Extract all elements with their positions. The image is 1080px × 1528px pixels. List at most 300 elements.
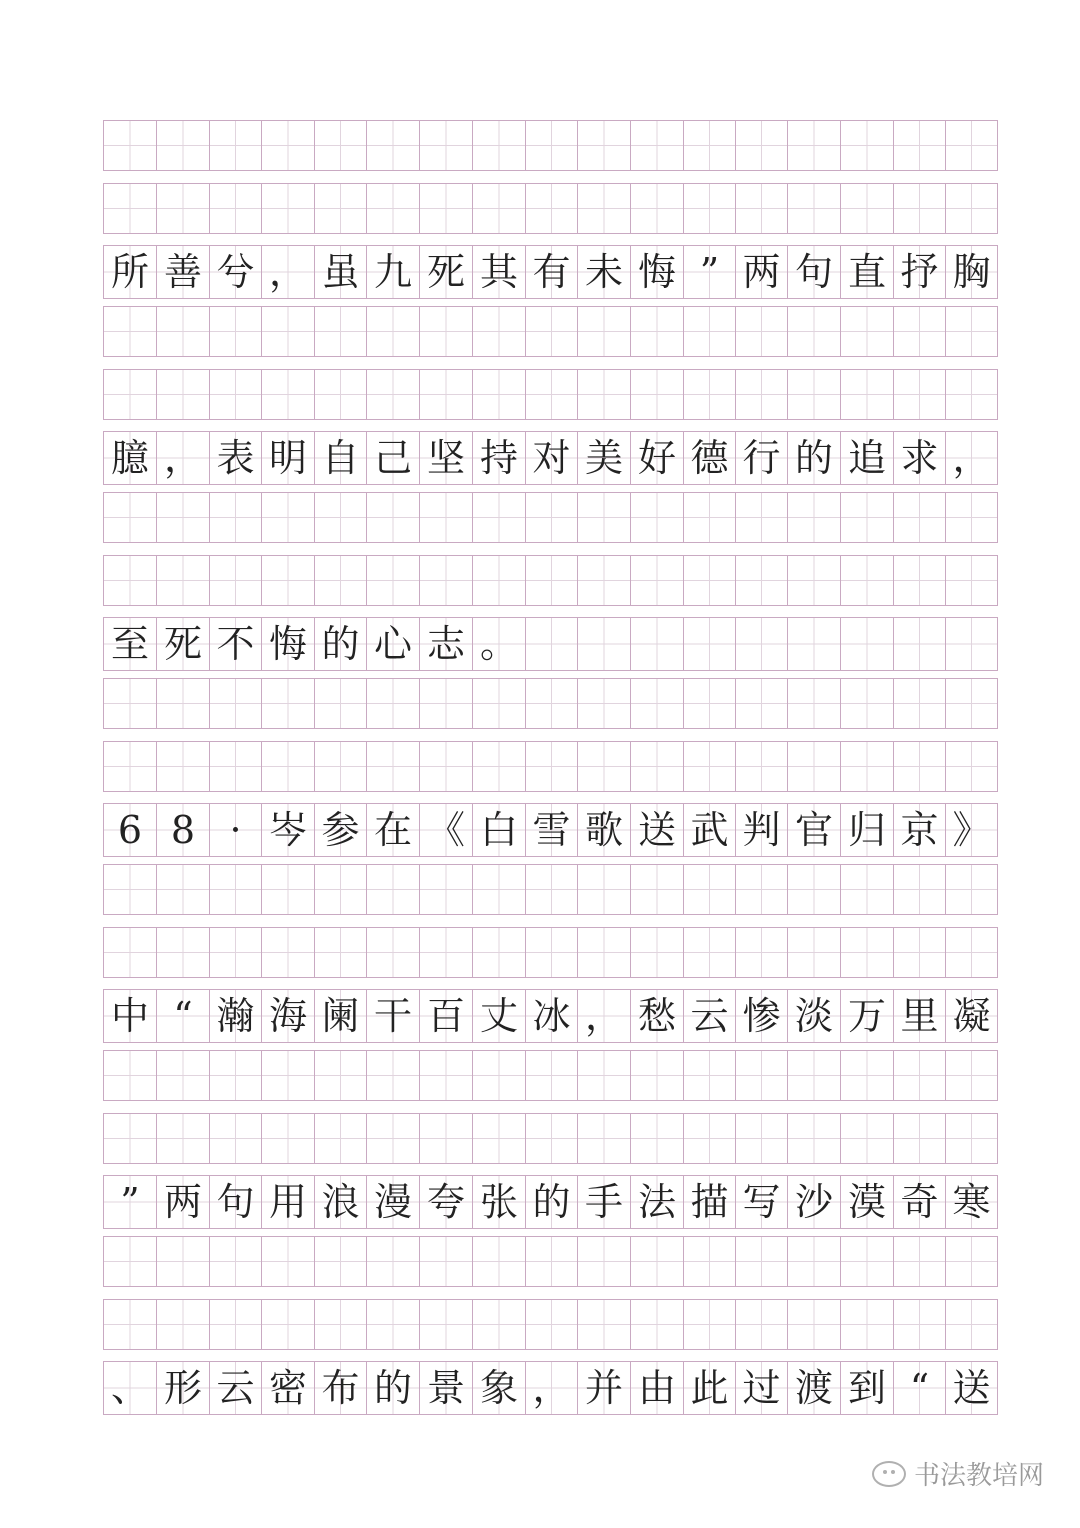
grid-cell: 句: [787, 245, 841, 299]
grid-cell: 其: [472, 245, 526, 299]
grid-cell: 寒: [945, 1175, 998, 1229]
grid-cell: 送: [945, 1361, 998, 1415]
grid-cell: 里: [893, 989, 946, 1043]
grid-cell: [366, 492, 420, 543]
grid-cell: [630, 120, 684, 171]
grid-cell: [683, 555, 736, 606]
grid-cell: [472, 678, 526, 729]
grid-cell: 好: [630, 431, 684, 485]
grid-cell: 凝: [945, 989, 998, 1043]
grid-cell: [577, 741, 631, 792]
grid-cell: [945, 864, 998, 915]
grid-cell: [366, 1113, 420, 1164]
text-row: [103, 617, 978, 671]
grid-cell: [209, 1236, 262, 1287]
grid-cell: [156, 1299, 210, 1350]
grid-cell: [945, 927, 998, 978]
grid-cell: [472, 1050, 526, 1101]
grid-cell: ·: [209, 803, 262, 857]
grid-cell: [735, 864, 788, 915]
grid-cell: [103, 678, 157, 729]
grid-cell: 云: [209, 1361, 262, 1415]
blank-row: [103, 927, 978, 978]
grid-cell: 万: [840, 989, 894, 1043]
grid-cell: 有: [525, 245, 578, 299]
grid-cell: [945, 183, 998, 234]
text-row: [103, 1361, 991, 1415]
grid-cell: 自: [314, 431, 367, 485]
grid-cell: [103, 183, 157, 234]
grid-cell: [577, 492, 631, 543]
grid-cell: [787, 864, 841, 915]
grid-cell: [787, 1299, 841, 1350]
grid-cell: [840, 1113, 894, 1164]
grid-cell: [840, 1299, 894, 1350]
grid-cell: 云: [683, 989, 736, 1043]
grid-cell: [419, 864, 473, 915]
grid-cell: 至: [103, 617, 157, 671]
grid-cell: [577, 369, 631, 420]
grid-cell: [787, 1113, 841, 1164]
grid-cell: 密: [261, 1361, 315, 1415]
grid-cell: 阑: [314, 989, 367, 1043]
grid-cell: [893, 1299, 946, 1350]
text-row: [103, 245, 991, 299]
grid-cell: [787, 369, 841, 420]
grid-cell: [577, 617, 631, 671]
grid-cell: [735, 183, 788, 234]
grid-cell: [525, 1050, 578, 1101]
grid-cell: [577, 1113, 631, 1164]
grid-cell: [683, 492, 736, 543]
grid-cell: [156, 1113, 210, 1164]
grid-cell: [683, 741, 736, 792]
text-row: [103, 989, 991, 1043]
grid-cell: 的: [366, 1361, 420, 1415]
grid-cell: [735, 120, 788, 171]
grid-cell: “: [156, 989, 210, 1043]
grid-cell: [893, 864, 946, 915]
grid-cell: [840, 927, 894, 978]
grid-cell: [525, 927, 578, 978]
grid-cell: [735, 1299, 788, 1350]
grid-cell: [630, 864, 684, 915]
grid-cell: [945, 492, 998, 543]
grid-cell: [840, 492, 894, 543]
grid-cell: [419, 1299, 473, 1350]
grid-cell: [156, 864, 210, 915]
grid-cell: 虽: [314, 245, 367, 299]
grid-cell: [893, 617, 946, 671]
grid-cell: [419, 1236, 473, 1287]
grid-cell: 6: [103, 803, 157, 857]
blank-row: [103, 1050, 978, 1101]
grid-cell: 持: [472, 431, 526, 485]
grid-cell: ”: [103, 1175, 157, 1229]
grid-cell: [893, 555, 946, 606]
grid-cell: [472, 369, 526, 420]
grid-cell: 追: [840, 431, 894, 485]
grid-cell: [261, 864, 315, 915]
grid-cell: [103, 369, 157, 420]
grid-cell: [945, 306, 998, 357]
grid-cell: 法: [630, 1175, 684, 1229]
grid-cell: 心: [366, 617, 420, 671]
grid-cell: 的: [525, 1175, 578, 1229]
grid-cell: [735, 306, 788, 357]
grid-cell: [419, 555, 473, 606]
grid-cell: ，: [156, 431, 210, 485]
grid-cell: [472, 183, 526, 234]
blank-row: [103, 120, 978, 171]
blank-row: [103, 864, 978, 915]
grid-cell: [366, 927, 420, 978]
grid-cell: 百: [419, 989, 473, 1043]
grid-cell: [945, 1299, 998, 1350]
grid-cell: [630, 369, 684, 420]
grid-cell: [261, 678, 315, 729]
grid-cell: [840, 555, 894, 606]
grid-cell: 美: [577, 431, 631, 485]
grid-cell: [156, 306, 210, 357]
wechat-icon: [872, 1461, 906, 1487]
grid-cell: 不: [209, 617, 262, 671]
grid-cell: [314, 741, 367, 792]
grid-cell: 到: [840, 1361, 894, 1415]
grid-cell: 丈: [472, 989, 526, 1043]
grid-cell: [735, 741, 788, 792]
grid-cell: 瀚: [209, 989, 262, 1043]
blank-row: [103, 1236, 978, 1287]
grid-cell: [630, 741, 684, 792]
grid-cell: [787, 306, 841, 357]
grid-cell: [366, 369, 420, 420]
grid-cell: 判: [735, 803, 788, 857]
grid-cell: 张: [472, 1175, 526, 1229]
grid-cell: [787, 678, 841, 729]
grid-cell: [156, 927, 210, 978]
grid-cell: 形: [156, 1361, 210, 1415]
grid-cell: [261, 1236, 315, 1287]
watermark-label: 书法教培网: [913, 1461, 1044, 1491]
grid-cell: 悔: [630, 245, 684, 299]
grid-cell: [945, 1050, 998, 1101]
grid-cell: 的: [314, 617, 367, 671]
grid-cell: [840, 369, 894, 420]
grid-cell: [893, 741, 946, 792]
grid-cell: 直: [840, 245, 894, 299]
grid-cell: [683, 1236, 736, 1287]
grid-cell: [209, 927, 262, 978]
grid-cell: [945, 1236, 998, 1287]
grid-cell: 漫: [366, 1175, 420, 1229]
grid-cell: [314, 678, 367, 729]
grid-cell: [945, 1113, 998, 1164]
grid-cell: [630, 1113, 684, 1164]
grid-cell: [735, 492, 788, 543]
grid-cell: [419, 1050, 473, 1101]
grid-cell: [893, 369, 946, 420]
grid-cell: 送: [630, 803, 684, 857]
grid-cell: [366, 183, 420, 234]
grid-cell: [840, 306, 894, 357]
blank-row: [103, 492, 978, 543]
grid-cell: [209, 555, 262, 606]
grid-cell: [472, 927, 526, 978]
grid-cell: [787, 492, 841, 543]
grid-cell: [840, 120, 894, 171]
grid-cell: [630, 1236, 684, 1287]
grid-cell: [419, 678, 473, 729]
grid-cell: 夸: [419, 1175, 473, 1229]
grid-cell: [156, 369, 210, 420]
grid-cell: [630, 555, 684, 606]
grid-cell: 由: [630, 1361, 684, 1415]
grid-cell: [472, 1236, 526, 1287]
grid-cell: [735, 927, 788, 978]
grid-cell: [472, 306, 526, 357]
grid-cell: [787, 927, 841, 978]
grid-cell: [314, 1299, 367, 1350]
grid-cell: 过: [735, 1361, 788, 1415]
grid-cell: [787, 617, 841, 671]
grid-cell: [577, 1299, 631, 1350]
grid-cell: [630, 306, 684, 357]
grid-cell: [683, 120, 736, 171]
grid-cell: [893, 1236, 946, 1287]
grid-cell: [683, 369, 736, 420]
grid-cell: 归: [840, 803, 894, 857]
grid-cell: [472, 1299, 526, 1350]
blank-row: [103, 306, 978, 357]
grid-cell: [683, 864, 736, 915]
grid-cell: 坚: [419, 431, 473, 485]
grid-cell: [366, 678, 420, 729]
grid-cell: [787, 120, 841, 171]
grid-cell: 用: [261, 1175, 315, 1229]
grid-cell: [314, 927, 367, 978]
grid-cell: [103, 1236, 157, 1287]
grid-cell: [840, 617, 894, 671]
grid-cell: [261, 183, 315, 234]
grid-cell: 臆: [103, 431, 157, 485]
grid-cell: [366, 555, 420, 606]
grid-cell: [261, 120, 315, 171]
grid-cell: [209, 120, 262, 171]
grid-cell: [261, 555, 315, 606]
grid-cell: [840, 1050, 894, 1101]
blank-row: [103, 678, 978, 729]
grid-cell: [314, 183, 367, 234]
grid-cell: 8: [156, 803, 210, 857]
grid-cell: [525, 864, 578, 915]
grid-cell: [683, 678, 736, 729]
grid-cell: [209, 306, 262, 357]
grid-cell: [472, 555, 526, 606]
grid-cell: 写: [735, 1175, 788, 1229]
grid-cell: [630, 1050, 684, 1101]
grid-cell: [209, 492, 262, 543]
grid-cell: [840, 1236, 894, 1287]
grid-cell: 愁: [630, 989, 684, 1043]
grid-cell: 、: [103, 1361, 157, 1415]
grid-cell: [945, 555, 998, 606]
grid-cell: 并: [577, 1361, 631, 1415]
grid-cell: 沙: [787, 1175, 841, 1229]
grid-cell: 善: [156, 245, 210, 299]
grid-cell: [209, 1299, 262, 1350]
grid-cell: 岑: [261, 803, 315, 857]
grid-cell: [735, 1113, 788, 1164]
grid-cell: 歌: [577, 803, 631, 857]
grid-cell: [630, 678, 684, 729]
grid-cell: [577, 927, 631, 978]
grid-cell: 行: [735, 431, 788, 485]
grid-cell: 惨: [735, 989, 788, 1043]
text-row: [103, 1175, 991, 1229]
grid-cell: [156, 1050, 210, 1101]
grid-cell: 表: [209, 431, 262, 485]
grid-cell: [314, 369, 367, 420]
grid-cell: 描: [683, 1175, 736, 1229]
grid-cell: [156, 1236, 210, 1287]
grid-cell: 《: [419, 803, 473, 857]
blank-row: [103, 1113, 978, 1164]
grid-cell: [840, 678, 894, 729]
grid-cell: 象: [472, 1361, 526, 1415]
grid-cell: [366, 306, 420, 357]
grid-cell: [893, 120, 946, 171]
grid-cell: 》: [945, 803, 998, 857]
grid-cell: ，: [577, 989, 631, 1043]
grid-cell: [472, 492, 526, 543]
grid-cell: [577, 555, 631, 606]
grid-cell: [787, 741, 841, 792]
grid-cell: [156, 183, 210, 234]
grid-cell: [261, 1299, 315, 1350]
grid-cell: 在: [366, 803, 420, 857]
blank-row: [103, 1299, 978, 1350]
grid-cell: [630, 617, 684, 671]
grid-cell: [525, 678, 578, 729]
grid-cell: [893, 927, 946, 978]
grid-cell: 德: [683, 431, 736, 485]
grid-cell: 白: [472, 803, 526, 857]
grid-cell: [787, 183, 841, 234]
grid-cell: [893, 183, 946, 234]
grid-cell: [630, 927, 684, 978]
grid-cell: [683, 183, 736, 234]
grid-cell: [630, 1299, 684, 1350]
grid-cell: [261, 741, 315, 792]
grid-cell: [103, 1113, 157, 1164]
grid-cell: [419, 492, 473, 543]
grid-cell: [472, 120, 526, 171]
grid-cell: [261, 1113, 315, 1164]
grid-cell: [525, 617, 578, 671]
grid-cell: [419, 120, 473, 171]
grid-cell: 胸: [945, 245, 998, 299]
grid-cell: [103, 120, 157, 171]
grid-cell: [209, 369, 262, 420]
grid-cell: 海: [261, 989, 315, 1043]
grid-cell: ，: [261, 245, 315, 299]
grid-cell: [209, 741, 262, 792]
grid-cell: [419, 741, 473, 792]
grid-cell: [314, 1113, 367, 1164]
grid-cell: [366, 1236, 420, 1287]
grid-cell: [525, 1236, 578, 1287]
grid-cell: [209, 678, 262, 729]
grid-cell: [261, 306, 315, 357]
grid-cell: [893, 1050, 946, 1101]
grid-cell: [209, 1050, 262, 1101]
grid-cell: 死: [419, 245, 473, 299]
grid-cell: 浪: [314, 1175, 367, 1229]
grid-cell: [261, 369, 315, 420]
grid-cell: [366, 120, 420, 171]
grid-cell: [209, 1113, 262, 1164]
grid-cell: [525, 183, 578, 234]
grid-cell: [314, 120, 367, 171]
grid-cell: [419, 927, 473, 978]
grid-cell: [472, 741, 526, 792]
blank-row: [103, 369, 978, 420]
grid-cell: 武: [683, 803, 736, 857]
blank-row: [103, 183, 978, 234]
grid-cell: 雪: [525, 803, 578, 857]
grid-cell: [735, 1050, 788, 1101]
grid-cell: [683, 1050, 736, 1101]
grid-cell: [577, 1050, 631, 1101]
grid-cell: [156, 120, 210, 171]
grid-cell: [525, 492, 578, 543]
blank-row: [103, 741, 978, 792]
grid-cell: [103, 927, 157, 978]
grid-cell: [945, 120, 998, 171]
grid-cell: [525, 741, 578, 792]
grid-cell: [735, 369, 788, 420]
grid-cell: [209, 864, 262, 915]
grid-cell: [419, 1113, 473, 1164]
grid-cell: [525, 1113, 578, 1164]
grid-cell: [787, 1050, 841, 1101]
grid-cell: [577, 1236, 631, 1287]
grid-cell: 此: [683, 1361, 736, 1415]
grid-cell: [103, 741, 157, 792]
grid-cell: [787, 1236, 841, 1287]
grid-cell: [525, 1299, 578, 1350]
grid-cell: [156, 741, 210, 792]
grid-cell: 未: [577, 245, 631, 299]
grid-cell: [683, 1113, 736, 1164]
grid-cell: 两: [735, 245, 788, 299]
grid-cell: [103, 1299, 157, 1350]
grid-cell: [525, 120, 578, 171]
grid-cell: [472, 864, 526, 915]
grid-cell: 中: [103, 989, 157, 1043]
grid-cell: 的: [787, 431, 841, 485]
grid-cell: [735, 678, 788, 729]
grid-cell: ”: [683, 245, 736, 299]
grid-cell: [577, 678, 631, 729]
grid-cell: ，: [525, 1361, 578, 1415]
watermark: [872, 1455, 1044, 1492]
grid-cell: 渡: [787, 1361, 841, 1415]
grid-cell: 。: [472, 617, 526, 671]
grid-cell: [893, 492, 946, 543]
grid-cell: [945, 741, 998, 792]
